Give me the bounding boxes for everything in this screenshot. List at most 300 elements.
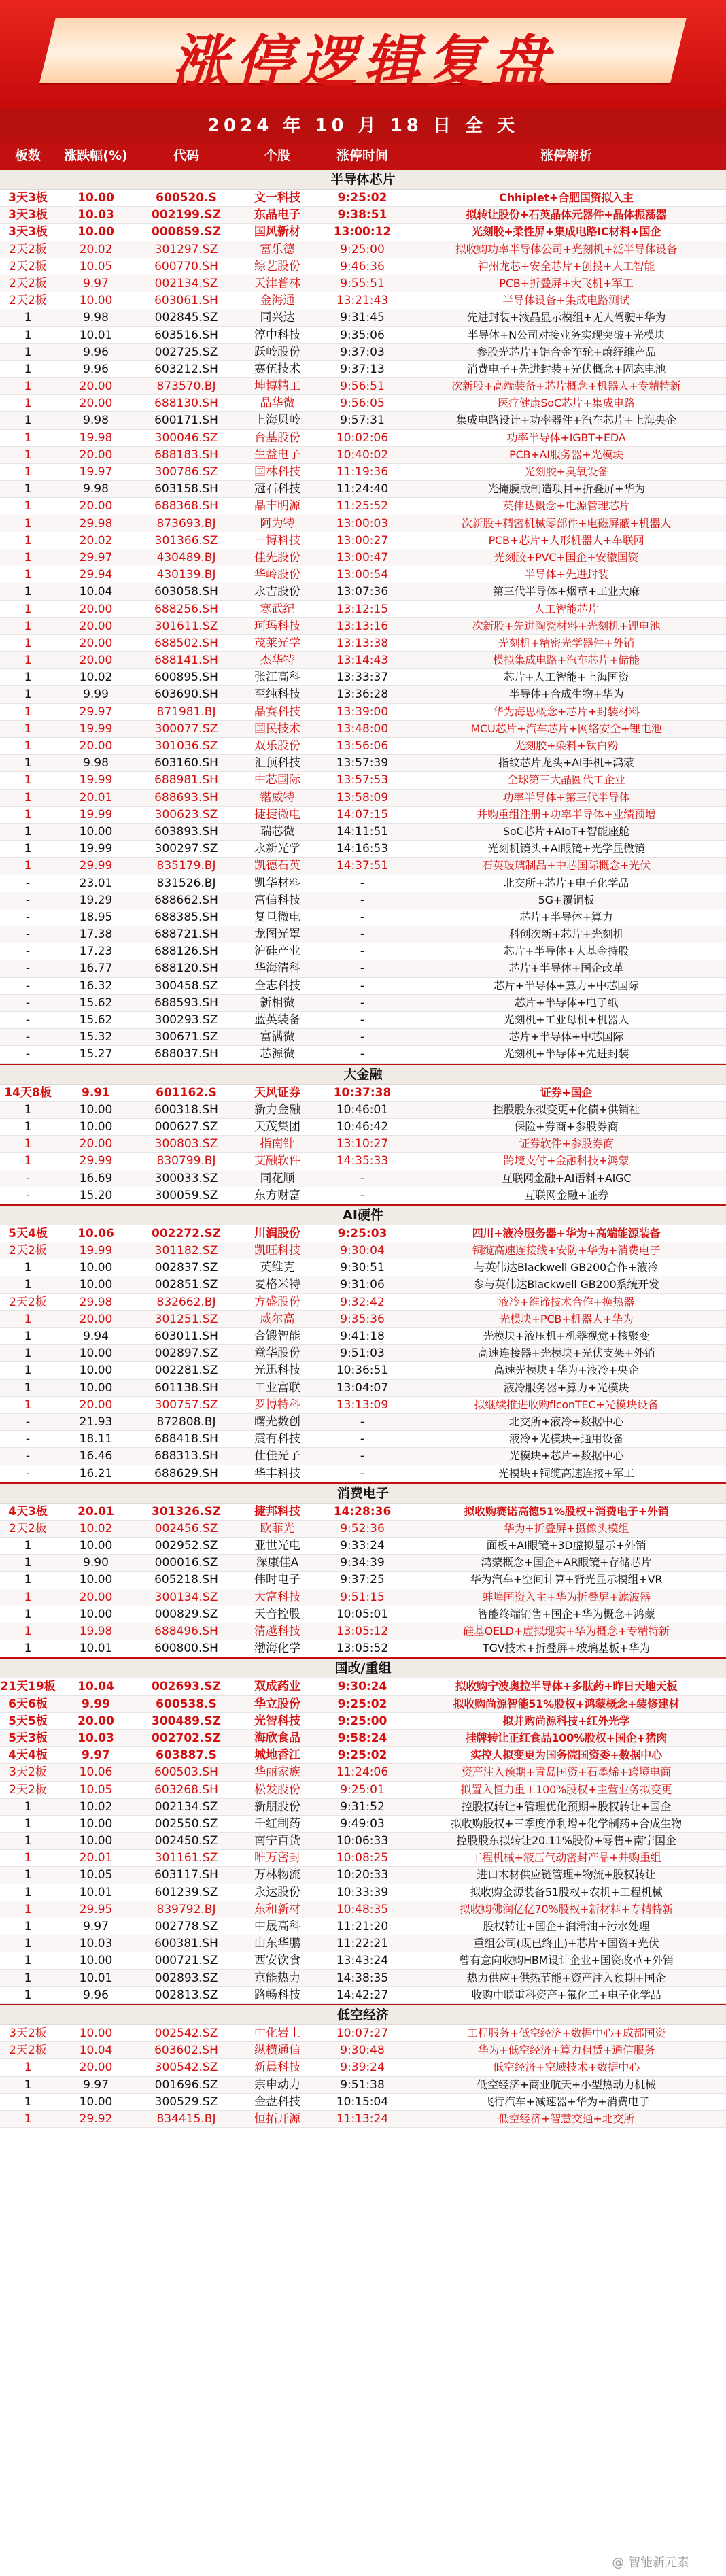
cell-stock: 宗申动力 xyxy=(254,2078,300,2092)
cell-stock: 合锻智能 xyxy=(254,1329,300,1343)
cell-analysis: PCB+折叠屏+大飞机+军工 xyxy=(499,276,634,290)
cell-boards: 1 xyxy=(24,1954,32,1968)
cell-stock: 永新光学 xyxy=(254,842,300,856)
cell-time: 13:04:07 xyxy=(336,1380,389,1395)
table-row xyxy=(0,464,726,481)
cell-stock: 意华股份 xyxy=(254,1346,300,1361)
cell-boards: 2天2板 xyxy=(9,1521,47,1536)
cell-stock: 千红制药 xyxy=(254,1816,300,1831)
cell-change: 9.98 xyxy=(83,756,109,770)
cell-change: 9.90 xyxy=(83,1556,109,1570)
cell-analysis: PCB+AI服务器+光模块 xyxy=(509,447,623,461)
cell-code: 300623.SZ xyxy=(154,807,218,821)
cell-stock: 天茂集团 xyxy=(254,1119,300,1134)
cell-stock: 双乐股份 xyxy=(254,739,300,753)
table-row xyxy=(0,430,726,447)
cell-analysis: 拟收购尚源智能51%股权+鸿蒙概念+装修建材 xyxy=(453,1697,680,1710)
cell-boards: 1 xyxy=(24,1102,32,1117)
table-row xyxy=(0,824,726,841)
table-row xyxy=(0,1397,726,1414)
cell-change: 20.00 xyxy=(79,396,113,411)
cell-change: 10.04 xyxy=(79,2044,113,2058)
cell-stock: 国风新材 xyxy=(254,225,300,239)
cell-code: 600171.SH xyxy=(154,413,218,428)
cell-boards: 1 xyxy=(24,1851,32,1865)
cell-change: 29.97 xyxy=(79,550,113,564)
cell-change: 9.97 xyxy=(83,276,109,290)
cell-boards: 1 xyxy=(24,1278,32,1292)
cell-code: 002893.SZ xyxy=(154,1971,218,1985)
table-row xyxy=(0,258,726,275)
cell-code: 002851.SZ xyxy=(154,1278,218,1292)
cell-analysis: 功率半导体+第三代半导体 xyxy=(502,790,630,804)
cell-boards: 3天2板 xyxy=(9,1765,47,1780)
cell-analysis: 工程机械+液压气动密封产品+并购重组 xyxy=(471,1851,661,1865)
cell-code: 603887.S xyxy=(156,1748,217,1763)
cell-time: 9:35:06 xyxy=(340,328,385,342)
cell-time: 14:28:36 xyxy=(333,1504,392,1519)
cell-code: 002952.SZ xyxy=(154,1539,218,1553)
cell-code: 300134.SZ xyxy=(154,1590,218,1604)
table-row xyxy=(0,1170,726,1187)
table-row xyxy=(0,755,726,772)
cell-code: 001696.SZ xyxy=(154,2078,218,2092)
cell-boards: 1 xyxy=(24,2112,32,2126)
cell-code: 002778.SZ xyxy=(154,1920,218,1933)
cell-time: 9:25:00 xyxy=(340,242,385,256)
cell-analysis: 光刻胶+柔性屏+集成电路IC材料+国企 xyxy=(471,225,661,239)
cell-time: 9:25:01 xyxy=(340,1782,385,1797)
cell-time: 9:25:02 xyxy=(337,191,387,205)
cell-change: 16.46 xyxy=(79,1449,113,1463)
cell-time: 13:07:36 xyxy=(336,585,389,599)
cell-boards: 1 xyxy=(24,1902,32,1916)
cell-boards: - xyxy=(25,1013,31,1027)
watermark: @ 智能新元素 xyxy=(612,2556,689,2570)
cell-code: 300033.SZ xyxy=(154,1171,218,1185)
cell-code: 301251.SZ xyxy=(154,1312,218,1326)
cell-boards: - xyxy=(25,1432,31,1446)
cell-boards: 1 xyxy=(24,1312,32,1326)
cell-analysis: 芯片+半导体+算力 xyxy=(519,910,613,923)
cell-stock: 捷邦科技 xyxy=(254,1504,300,1519)
cell-change: 10.03 xyxy=(77,208,114,222)
cell-code: 002456.SZ xyxy=(154,1521,218,1536)
cell-boards: 1 xyxy=(24,1590,32,1604)
cell-time: - xyxy=(360,1171,365,1185)
cell-code: 688368.SH xyxy=(154,499,218,513)
cell-stock: 华岭股份 xyxy=(254,568,300,582)
cell-time: 9:25:00 xyxy=(337,1714,387,1728)
cell-change: 20.00 xyxy=(79,636,113,650)
cell-time: 13:48:00 xyxy=(336,722,389,736)
cell-boards: 1 xyxy=(24,1971,32,1985)
cell-code: 600800.SH xyxy=(154,1642,218,1656)
cell-stock: 方盛股份 xyxy=(254,1295,300,1309)
cell-stock: 仕佳光子 xyxy=(254,1449,300,1463)
table-row xyxy=(0,1187,726,1204)
table-row xyxy=(0,909,726,926)
cell-analysis: 次新股+先进陶瓷材料+光刻机+锂电池 xyxy=(472,619,661,632)
cell-time: - xyxy=(360,876,365,890)
table-row xyxy=(0,1713,726,1730)
cell-stock: 杰华特 xyxy=(260,654,295,668)
cell-change: 19.99 xyxy=(79,842,113,856)
cell-stock: 晶丰明源 xyxy=(254,499,300,513)
cell-analysis: 第三代半导体+烟草+工业大麻 xyxy=(492,585,640,598)
cell-code: 000721.SZ xyxy=(154,1954,218,1968)
cell-stock: 复旦微电 xyxy=(254,910,300,924)
cell-time: 13:13:09 xyxy=(336,1397,389,1412)
cell-code: 688130.SH xyxy=(154,396,218,411)
cell-code: 835179.BJ xyxy=(156,859,216,873)
cell-time: 9:33:24 xyxy=(340,1539,385,1553)
cell-time: - xyxy=(360,893,365,907)
cell-change: 10.06 xyxy=(77,1226,114,1240)
cell-code: 688502.SH xyxy=(154,636,218,650)
cell-time: 10:40:02 xyxy=(336,447,389,462)
cell-analysis: 英伟达概念+电源管理芯片 xyxy=(502,499,630,513)
cell-code: 839792.BJ xyxy=(156,1902,216,1916)
cell-analysis: 跨境支付+金融科技+鸿蒙 xyxy=(503,1154,629,1168)
cell-change: 23.01 xyxy=(79,876,113,890)
table-row xyxy=(0,1816,726,1833)
cell-code: 603268.SH xyxy=(154,1782,218,1797)
cell-boards: 1 xyxy=(24,790,32,804)
cell-analysis: 并购重组注册+功率半导体+业绩预增 xyxy=(477,807,656,821)
cell-code: 600318.SH xyxy=(154,1102,218,1117)
cell-time: 14:11:51 xyxy=(336,824,389,838)
cell-boards: 1 xyxy=(24,465,32,479)
cell-time: 9:51:15 xyxy=(340,1590,385,1604)
cell-change: 9.97 xyxy=(82,1748,110,1763)
table-row xyxy=(0,395,726,412)
cell-analysis: 面板+AI眼镜+3D虚拟显示+外销 xyxy=(486,1539,646,1553)
cell-analysis: 收购中联重科资产+氟化工+电子化学品 xyxy=(471,1988,661,2001)
cell-code: 688662.SH xyxy=(154,893,218,907)
cell-analysis: 互联网金融+证券 xyxy=(524,1188,608,1202)
cell-change: 18.95 xyxy=(79,910,113,924)
cell-time: 10:07:27 xyxy=(336,2026,389,2040)
table-row xyxy=(0,2094,726,2111)
cell-analysis: 先进封装+液晶显示模组+无人驾驶+华为 xyxy=(466,311,666,324)
cell-time: 9:51:03 xyxy=(340,1346,385,1361)
cell-analysis: 5G+覆铜板 xyxy=(538,893,595,906)
cell-stock: 瑞芯微 xyxy=(260,824,295,838)
cell-analysis: 光模块+液压机+机器视觉+核聚变 xyxy=(483,1329,650,1342)
cell-time: 9:30:24 xyxy=(337,1680,387,1694)
cell-change: 9.91 xyxy=(82,1085,110,1100)
cell-time: - xyxy=(360,1432,365,1446)
table-row xyxy=(0,1328,726,1345)
cell-boards: 1 xyxy=(24,1816,32,1831)
cell-change: 19.99 xyxy=(79,1244,113,1258)
cell-time: 11:22:21 xyxy=(336,1937,389,1951)
cell-boards: 5天4板 xyxy=(8,1226,48,1240)
cell-code: 688721.SH xyxy=(154,928,218,942)
cell-code: 300059.SZ xyxy=(154,1188,218,1202)
cell-stock: 富信科技 xyxy=(254,893,300,907)
cell-analysis: 液冷服务器+算力+光模块 xyxy=(503,1380,629,1394)
cell-stock: 纵横通信 xyxy=(254,2044,300,2058)
cell-boards: 1 xyxy=(24,842,32,856)
cell-code: 002542.SZ xyxy=(154,2026,218,2040)
cell-code: 603011.SH xyxy=(154,1329,218,1343)
table-row xyxy=(0,1276,726,1293)
cell-boards: 1 xyxy=(24,311,32,325)
cell-time: - xyxy=(360,928,365,942)
cell-analysis: 液冷+光模块+通用设备 xyxy=(508,1432,624,1446)
cell-change: 16.69 xyxy=(79,1171,113,1185)
cell-change: 16.77 xyxy=(79,962,113,976)
table-row xyxy=(0,1504,726,1521)
cell-code: 002813.SZ xyxy=(154,1988,218,2002)
cell-time: 9:41:18 xyxy=(340,1329,385,1343)
cell-stock: 赛伍技术 xyxy=(254,362,300,376)
cell-boards: 1 xyxy=(24,824,32,838)
cell-change: 10.03 xyxy=(79,1937,113,1951)
cell-stock: 海欣食品 xyxy=(254,1731,300,1745)
cell-change: 10.03 xyxy=(77,1731,114,1745)
cell-code: 002450.SZ xyxy=(154,1834,218,1848)
cell-time: - xyxy=(360,979,365,993)
table-row xyxy=(0,1294,726,1311)
cell-stock: 京能热力 xyxy=(254,1971,300,1985)
cell-code: 300046.SZ xyxy=(154,430,218,445)
cell-analysis: 人工智能芯片 xyxy=(534,602,599,615)
cell-boards: 2天2板 xyxy=(9,242,47,256)
cell-analysis: 华为+低空经济+算力租赁+通信服务 xyxy=(477,2044,655,2057)
cell-code: 002134.SZ xyxy=(154,276,218,290)
cell-stock: 东方财富 xyxy=(254,1188,300,1202)
cell-time: 13:05:12 xyxy=(336,1625,389,1638)
cell-boards: 1 xyxy=(24,533,32,547)
cell-code: 830799.BJ xyxy=(156,1154,216,1168)
cell-time: 9:56:51 xyxy=(340,379,385,394)
cell-time: 9:35:36 xyxy=(340,1312,385,1326)
cell-time: 11:24:06 xyxy=(336,1765,389,1780)
cell-change: 21.93 xyxy=(79,1414,113,1429)
cell-change: 19.99 xyxy=(79,807,113,821)
cell-boards: 1 xyxy=(24,2061,32,2075)
cell-time: 11:21:20 xyxy=(336,1920,389,1933)
cell-change: 10.00 xyxy=(79,294,113,308)
cell-boards: 1 xyxy=(24,1154,32,1168)
table-row xyxy=(0,1242,726,1259)
cell-boards: 5天5板 xyxy=(8,1714,48,1728)
cell-boards: 1 xyxy=(24,482,32,496)
cell-code: 300786.SZ xyxy=(154,465,218,479)
cell-analysis: 半导体+先进封装 xyxy=(524,568,608,581)
cell-code: 301182.SZ xyxy=(154,1244,218,1258)
cell-time: 9:25:02 xyxy=(337,1697,387,1711)
cell-change: 10.00 xyxy=(79,1539,113,1553)
cell-boards: 1 xyxy=(24,1834,32,1848)
cell-stock: 光智科技 xyxy=(254,1714,300,1728)
cell-change: 15.62 xyxy=(79,1013,113,1027)
table-row xyxy=(0,635,726,652)
cell-time: 10:15:04 xyxy=(336,2095,389,2109)
cell-analysis: 集成电路设计+功率器件+汽车芯片+上海央企 xyxy=(455,413,677,427)
cell-change: 20.00 xyxy=(79,739,113,753)
cell-stock: 路畅科技 xyxy=(254,1988,300,2002)
cell-code: 002702.SZ xyxy=(152,1731,221,1745)
table-row xyxy=(0,515,726,532)
cell-code: 603893.SH xyxy=(154,824,218,838)
cell-boards: 1 xyxy=(24,345,32,359)
cell-time: 9:49:03 xyxy=(340,1816,385,1831)
cell-time: 9:55:51 xyxy=(340,276,385,290)
cell-change: 16.32 xyxy=(79,979,113,993)
cell-analysis: 光模块+铜缆高速连接+军工 xyxy=(498,1466,635,1480)
cell-code: 688385.SH xyxy=(154,910,218,924)
table-row xyxy=(0,1012,726,1029)
cell-analysis: 芯片+人工智能+上海国资 xyxy=(503,671,629,684)
section-header: 半导体芯片 xyxy=(0,169,726,190)
cell-analysis: 消费电子+先进封装+光伏概念+固态电池 xyxy=(466,362,666,375)
cell-boards: 1 xyxy=(24,1885,32,1899)
cell-boards: 1 xyxy=(24,362,32,376)
cell-code: 688418.SH xyxy=(154,1432,218,1446)
cell-boards: 1 xyxy=(24,1329,32,1343)
cell-code: 002281.SZ xyxy=(154,1363,218,1378)
cell-stock: 麦格米特 xyxy=(254,1278,300,1292)
cell-change: 20.00 xyxy=(77,1714,114,1728)
cell-analysis: 高速光模块+华为+液冷+央企 xyxy=(494,1363,639,1377)
cell-change: 20.00 xyxy=(79,654,113,668)
cell-stock: 震有科技 xyxy=(254,1432,300,1446)
cell-analysis: 拟并购尚源科技+红外光学 xyxy=(502,1714,630,1727)
cell-boards: 1 xyxy=(24,636,32,650)
cell-code: 688120.SH xyxy=(154,962,218,976)
cell-time: 10:46:42 xyxy=(336,1119,389,1134)
cell-analysis: 保险+券商+参股券商 xyxy=(514,1119,619,1133)
cell-change: 10.00 xyxy=(79,1834,113,1848)
cell-stock: 阿为特 xyxy=(260,516,295,530)
cell-time: 11:25:52 xyxy=(336,499,389,513)
table-row xyxy=(0,1153,726,1170)
section-header: AI硬件 xyxy=(0,1204,726,1225)
cell-analysis: 进口木材供应链管理+物流+股权转让 xyxy=(477,1868,656,1882)
cell-analysis: 控股权转让+管理优化预期+股权转让+国企 xyxy=(461,1799,672,1813)
col-header-boards: 板数 xyxy=(14,148,41,163)
table-body xyxy=(0,169,726,2128)
table-row xyxy=(0,344,726,361)
cell-analysis: 光模块+芯片+数据中心 xyxy=(508,1449,624,1463)
cell-change: 10.01 xyxy=(79,1971,113,1985)
cell-change: 9.96 xyxy=(83,1988,109,2002)
cell-change: 9.94 xyxy=(83,1329,109,1343)
cell-time: 9:31:06 xyxy=(340,1278,385,1292)
cell-time: - xyxy=(360,910,365,924)
table-row xyxy=(0,772,726,789)
cell-stock: 华丽家族 xyxy=(254,1765,300,1780)
cell-time: 13:56:06 xyxy=(336,739,389,753)
cell-boards: 4天3板 xyxy=(8,1504,48,1519)
table-row xyxy=(0,207,726,224)
cell-code: 002134.SZ xyxy=(154,1799,218,1814)
cell-analysis: 芯片+半导体+中芯国际 xyxy=(508,1030,624,1044)
table-row xyxy=(0,1555,726,1572)
cell-code: 603212.SH xyxy=(154,362,218,376)
cell-time: 13:57:39 xyxy=(336,756,389,770)
cell-analysis: 华为汽车+空间计算+背光显示模组+VR xyxy=(470,1573,663,1587)
title-banner xyxy=(0,0,726,109)
cell-time: 10:46:01 xyxy=(336,1102,389,1117)
cell-change: 20.00 xyxy=(79,1312,113,1326)
table-row xyxy=(0,1259,726,1276)
cell-change: 15.32 xyxy=(79,1030,113,1045)
cell-code: 603061.SH xyxy=(154,294,218,308)
table-row xyxy=(0,447,726,464)
cell-stock: 晶华微 xyxy=(260,396,295,411)
table-row xyxy=(0,549,726,566)
cell-stock: 深康佳A xyxy=(256,1556,299,1570)
cell-stock: 晶赛科技 xyxy=(254,705,300,719)
cell-analysis: 硅基OELD+虚拟现实+华为概念+专精特新 xyxy=(463,1625,670,1638)
cell-stock: 光迅科技 xyxy=(254,1363,300,1378)
cell-code: 600895.SH xyxy=(154,671,218,685)
cell-time: 14:07:15 xyxy=(336,807,389,821)
table-row xyxy=(0,1640,726,1657)
table-row xyxy=(0,1623,726,1640)
cell-time: 9:37:25 xyxy=(340,1573,385,1587)
table-row xyxy=(0,224,726,241)
cell-analysis: 低空经济+智慧交通+北交所 xyxy=(498,2112,635,2125)
cell-analysis: 互联网金融+AI语料+AIGC xyxy=(501,1171,632,1185)
cell-stock: 凯华材料 xyxy=(254,876,300,890)
cell-code: 834415.BJ xyxy=(156,2112,216,2126)
cell-analysis: 指纹芯片龙头+AI手机+鸿蒙 xyxy=(498,756,634,770)
table-row xyxy=(0,1414,726,1431)
cell-code: 002199.SZ xyxy=(152,208,221,222)
cell-code: 000016.SZ xyxy=(154,1556,218,1570)
cell-time: 10:48:35 xyxy=(336,1902,389,1916)
table-row xyxy=(0,1935,726,1952)
cell-code: 603602.SH xyxy=(154,2044,218,2058)
cell-change: 19.99 xyxy=(79,722,113,736)
cell-time: 14:42:27 xyxy=(336,1988,389,2002)
cell-code: 002725.SZ xyxy=(154,345,218,359)
cell-stock: 西安饮食 xyxy=(254,1954,300,1968)
cell-analysis: 热力供应+供热节能+资产注入预期+国企 xyxy=(466,1971,666,1984)
cell-stock: 中化岩土 xyxy=(254,2026,300,2040)
cell-code: 832662.BJ xyxy=(156,1295,216,1309)
cell-change: 10.05 xyxy=(79,259,113,273)
cell-boards: 1 xyxy=(24,756,32,770)
cell-time: 9:30:04 xyxy=(340,1244,385,1258)
cell-analysis: 光刻胶+染料+钛白粉 xyxy=(514,739,619,752)
cell-analysis: 北交所+液冷+数据中心 xyxy=(508,1414,624,1428)
table-row xyxy=(0,1119,726,1136)
table-row xyxy=(0,738,726,755)
cell-code: 300529.SZ xyxy=(154,2095,218,2109)
cell-analysis: 北交所+芯片+电子化学品 xyxy=(503,876,629,889)
cell-boards: 1 xyxy=(24,396,32,411)
cell-stock: 山东华鹏 xyxy=(254,1937,300,1951)
cell-stock: 川润股份 xyxy=(254,1226,300,1240)
cell-boards: 1 xyxy=(24,1625,32,1638)
cell-boards: - xyxy=(25,1449,31,1463)
cell-analysis: 次新股+高端装备+芯片概念+机器人+专精特新 xyxy=(451,379,681,393)
table-row xyxy=(0,978,726,995)
cell-change: 29.92 xyxy=(79,2112,113,2126)
cell-change: 10.05 xyxy=(79,1868,113,1882)
cell-analysis: 证券软件+参股券商 xyxy=(519,1137,614,1151)
cell-change: 10.00 xyxy=(79,1380,113,1395)
cell-analysis: TGV技术+折叠屏+玻璃基板+华为 xyxy=(483,1642,650,1655)
cell-stock: 珂玛科技 xyxy=(254,619,300,633)
